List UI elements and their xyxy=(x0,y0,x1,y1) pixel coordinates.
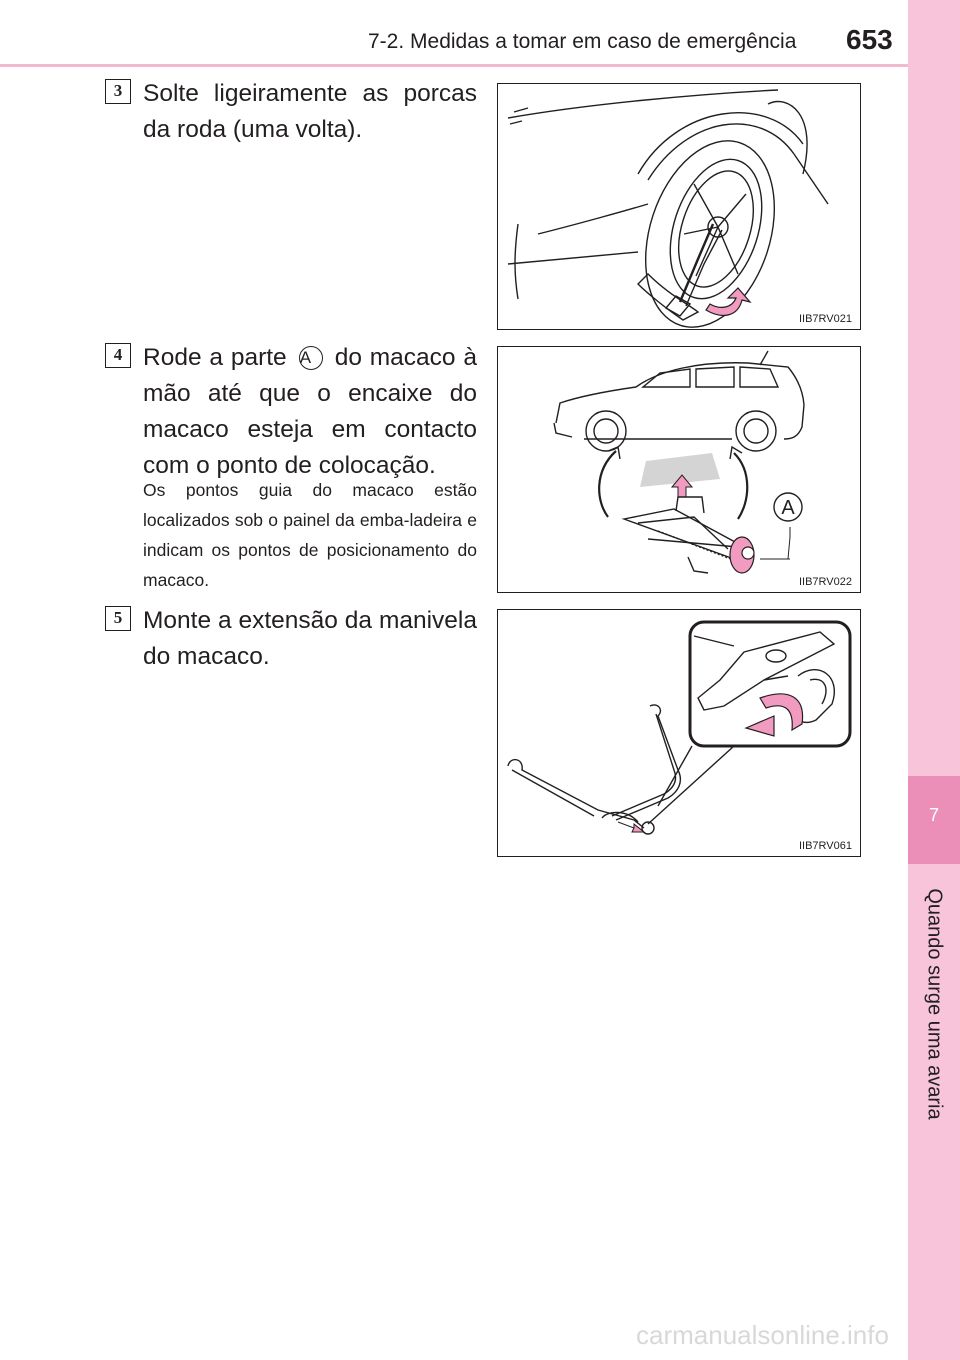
step-4-note: Os pontos guia do macaco estão localizados sob o painel da emba-ladeira e indicam os pontos de posicionamento do macaco. xyxy=(143,480,477,590)
step-4-text xyxy=(143,340,477,484)
chapter-title: Quando surge uma avaria xyxy=(923,888,946,1120)
step-5-badge: 5 xyxy=(105,606,131,631)
step-3-text: Solte ligeiramente as porcas da roda (uma volta). xyxy=(143,80,477,143)
figure-callout-label: A xyxy=(781,497,795,519)
callout-a: A xyxy=(299,346,323,370)
figure-code: IIB7RV061 xyxy=(798,840,852,852)
jack-handle-illustration xyxy=(498,610,859,855)
figure-code: IIB7RV021 xyxy=(798,313,852,325)
figure-code: IIB7RV022 xyxy=(798,576,852,588)
header-rule xyxy=(0,64,908,67)
watermark: carmanualsonline.info xyxy=(636,1320,889,1350)
step-5-text: Monte a extensão da manivela do macaco. xyxy=(143,607,477,670)
step-4-text-after: do macaco à mão até que o encaixe do macaco esteja em contacto com o ponto de colocação. xyxy=(143,344,477,479)
rotation-arrow-icon xyxy=(706,288,750,315)
chapter-side-tab xyxy=(908,0,960,1360)
step-4-badge: 4 xyxy=(105,343,131,368)
step-4-text-before: Rode a parte xyxy=(143,344,287,371)
wheel-wrench-illustration xyxy=(498,84,859,328)
step-3-badge: 3 xyxy=(105,79,131,104)
figure-loosen-wheel-nuts xyxy=(497,83,861,330)
chapter-number: 7 xyxy=(928,805,939,825)
figure-handle-extension xyxy=(497,609,861,857)
section-title: 7-2. Medidas a tomar em caso de emergência xyxy=(368,30,797,53)
page-number: 653 xyxy=(846,24,893,55)
car-and-jack-illustration xyxy=(498,347,859,591)
figure-jack-positioning xyxy=(497,346,861,593)
